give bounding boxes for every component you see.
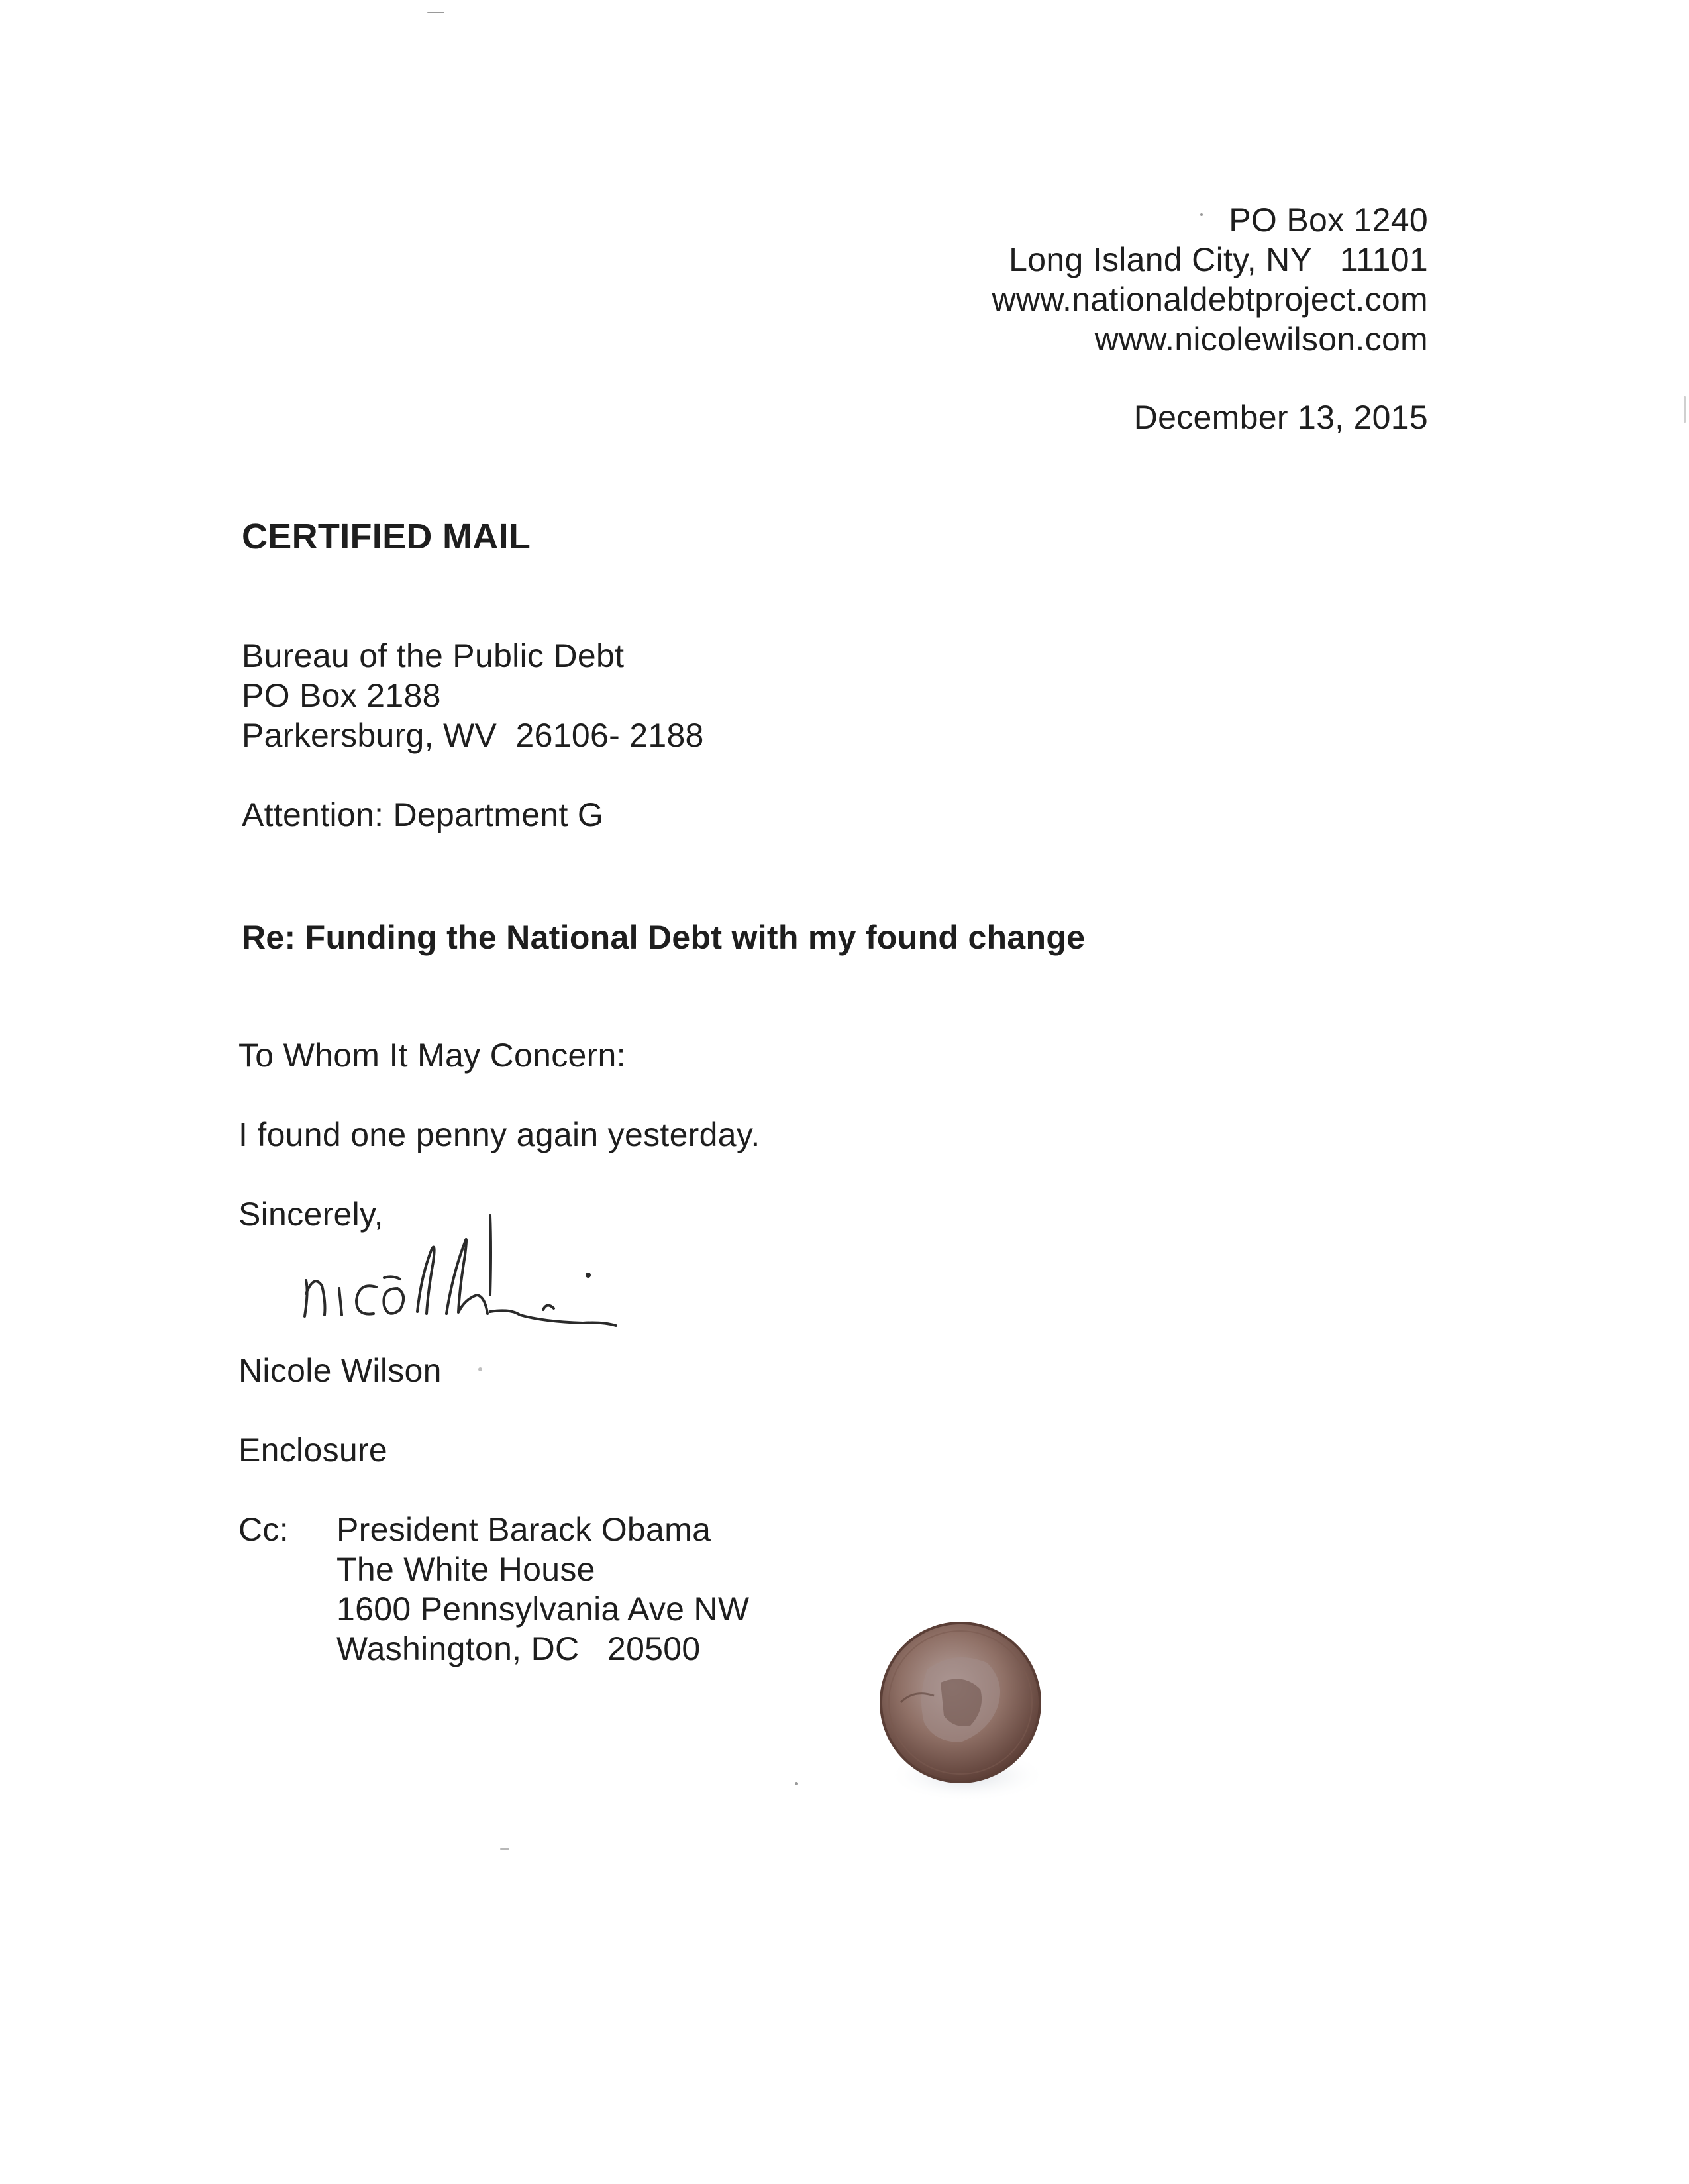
sender-address-line2: Long Island City, NY 11101 — [1009, 241, 1428, 278]
salutation: To Whom It May Concern: — [238, 1037, 626, 1074]
sender-website-2: www.nicolewilson.com — [1094, 321, 1428, 358]
cc-line4: Washington, DC 20500 — [336, 1630, 701, 1667]
subject-line: Re: Funding the National Debt with my found change — [242, 919, 1086, 956]
letter-date: December 13, 2015 — [1133, 399, 1428, 436]
handwritten-signature — [291, 1209, 629, 1341]
letter-body: I found one penny again yesterday. — [238, 1116, 760, 1153]
recipient-address-line1: PO Box 2188 — [242, 677, 441, 714]
signer-name: Nicole Wilson — [238, 1352, 442, 1389]
cc-label: Cc: — [238, 1511, 289, 1548]
penny-coin-image — [854, 1610, 1066, 1822]
scan-speck — [1684, 396, 1686, 423]
attention-line: Attention: Department G — [242, 796, 604, 833]
cc-line3: 1600 Pennsylvania Ave NW — [336, 1590, 750, 1628]
scan-speck — [1200, 213, 1203, 216]
cc-name: President Barack Obama — [336, 1511, 711, 1548]
sender-website-1: www.nationaldebtproject.com — [992, 281, 1428, 318]
scan-speck — [478, 1367, 482, 1371]
enclosure-note: Enclosure — [238, 1431, 388, 1469]
closing: Sincerely, — [238, 1196, 384, 1233]
cc-line2: The White House — [336, 1551, 595, 1588]
scan-speck — [427, 12, 444, 13]
recipient-name: Bureau of the Public Debt — [242, 637, 625, 674]
scan-speck — [500, 1848, 509, 1850]
sender-address-line1: PO Box 1240 — [1229, 201, 1428, 238]
recipient-address-line2: Parkersburg, WV 26106- 2188 — [242, 717, 704, 754]
scan-speck — [795, 1782, 798, 1785]
mailing-type-heading: CERTIFIED MAIL — [242, 517, 531, 556]
